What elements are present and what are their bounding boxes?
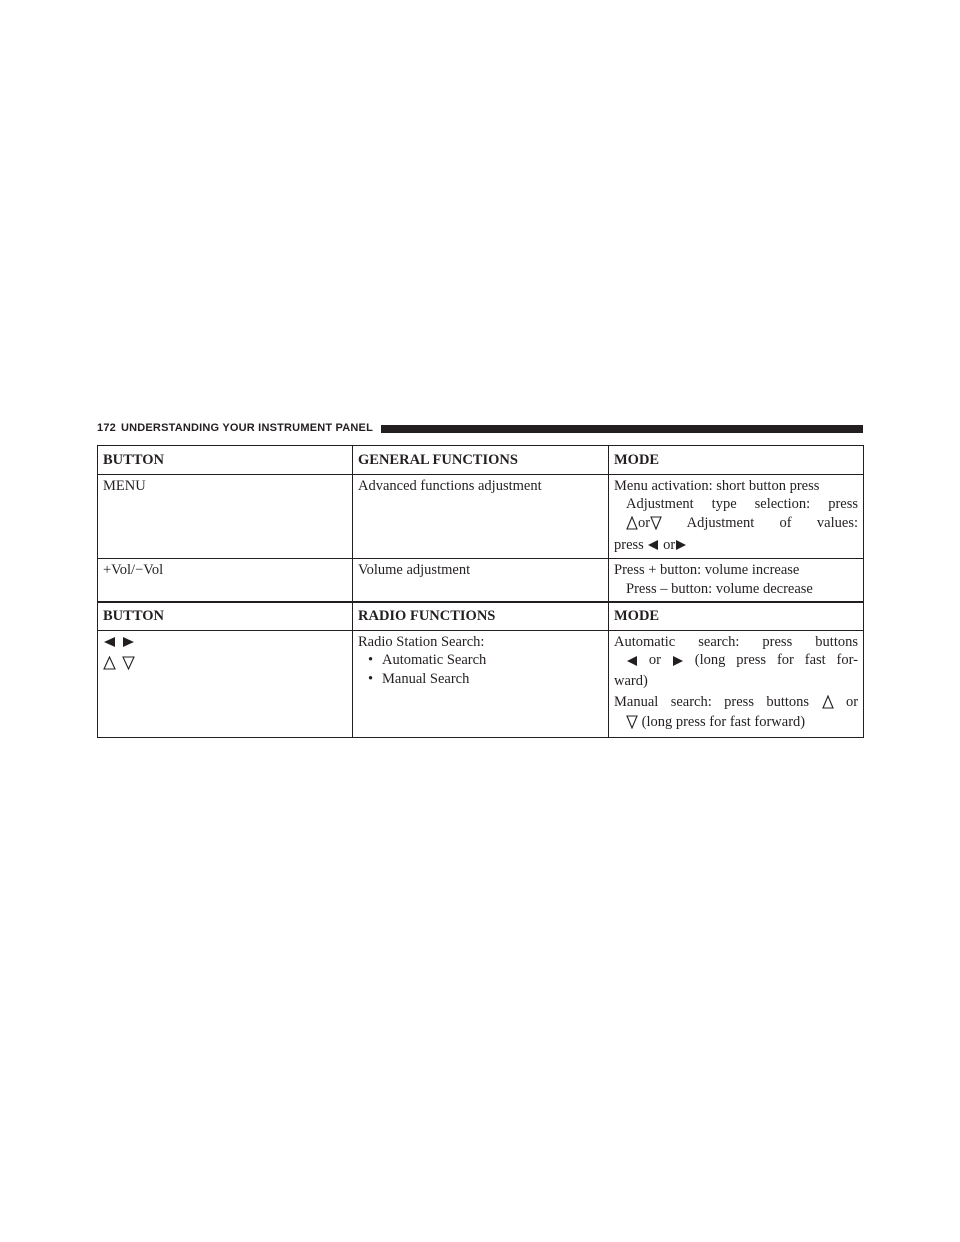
right-arrow-icon bbox=[672, 655, 684, 667]
up-triangle-icon bbox=[822, 695, 834, 709]
or-text: or bbox=[648, 652, 661, 668]
mode-text: Press + button: volume increase bbox=[614, 562, 800, 578]
mode-text-line bbox=[614, 651, 858, 671]
mode-cell bbox=[609, 559, 864, 603]
column-header-mode: MODE bbox=[609, 602, 864, 631]
column-header-button: BUTTON bbox=[98, 446, 353, 475]
mode-text: ward) bbox=[614, 673, 648, 689]
mode-text-line bbox=[614, 713, 858, 733]
mode-text: Manual search: press buttons bbox=[614, 693, 810, 710]
column-header-button: BUTTON bbox=[98, 602, 353, 631]
press-text: press bbox=[614, 536, 644, 553]
down-triangle-icon bbox=[650, 516, 662, 530]
function-cell bbox=[353, 630, 609, 737]
list-item bbox=[358, 651, 603, 670]
mode-text-line bbox=[614, 514, 858, 534]
function-cell: Volume adjustment bbox=[353, 559, 609, 603]
mode-text: (long press for fast forward) bbox=[641, 713, 806, 730]
header-rule bbox=[381, 425, 863, 433]
left-arrow-icon bbox=[647, 539, 659, 551]
right-arrow-icon bbox=[675, 539, 687, 551]
mode-cell bbox=[609, 474, 864, 559]
mode-text: Menu activation: short button press bbox=[614, 477, 820, 494]
bullet-icon: • bbox=[368, 652, 374, 668]
mode-text: Press – button: volume decrease bbox=[626, 580, 813, 597]
button-cell bbox=[98, 630, 353, 737]
or-text: or bbox=[663, 536, 676, 553]
page-number: 172 bbox=[97, 422, 116, 434]
button-cell: MENU bbox=[98, 474, 353, 559]
bullet-icon: • bbox=[368, 670, 374, 687]
mode-text-line bbox=[614, 536, 858, 555]
up-triangle-icon bbox=[626, 516, 638, 530]
down-triangle-icon bbox=[122, 656, 135, 670]
column-header-mode: MODE bbox=[609, 446, 864, 475]
or-text: or bbox=[845, 693, 859, 710]
section-title: UNDERSTANDING YOUR INSTRUMENT PANEL bbox=[120, 422, 374, 434]
radio-functions-table bbox=[97, 601, 864, 738]
left-arrow-icon bbox=[103, 636, 116, 648]
general-functions-table bbox=[97, 445, 864, 603]
bullet-text: Manual Search bbox=[382, 670, 470, 687]
table-row bbox=[98, 630, 864, 737]
button-cell: +Vol/−Vol bbox=[98, 559, 353, 603]
column-header-functions: RADIO FUNCTIONS bbox=[353, 602, 609, 631]
page-header bbox=[97, 418, 863, 438]
table-row bbox=[98, 559, 864, 603]
mode-text: (long press for fast for- bbox=[694, 652, 859, 668]
icon-row bbox=[103, 654, 347, 672]
mode-cell bbox=[609, 630, 864, 737]
table-header-row bbox=[98, 446, 864, 475]
icon-row bbox=[103, 633, 347, 651]
table-row bbox=[98, 474, 864, 559]
function-title: Radio Station Search: bbox=[358, 633, 485, 650]
up-triangle-icon bbox=[103, 656, 116, 670]
mode-text: Automatic search: press buttons bbox=[614, 633, 858, 650]
mode-text-line bbox=[614, 693, 858, 713]
or-text: or bbox=[638, 514, 651, 531]
column-header-functions: GENERAL FUNCTIONS bbox=[353, 446, 609, 475]
table-header-row bbox=[98, 602, 864, 631]
list-item bbox=[358, 670, 603, 689]
function-cell: Advanced functions adjustment bbox=[353, 474, 609, 559]
left-arrow-icon bbox=[626, 655, 638, 667]
mode-text: Adjustment of values: bbox=[686, 514, 858, 531]
mode-text: Adjustment type selection: press bbox=[626, 496, 858, 512]
down-triangle-icon bbox=[626, 715, 638, 729]
right-arrow-icon bbox=[122, 636, 135, 648]
bullet-text: Automatic Search bbox=[382, 652, 487, 668]
